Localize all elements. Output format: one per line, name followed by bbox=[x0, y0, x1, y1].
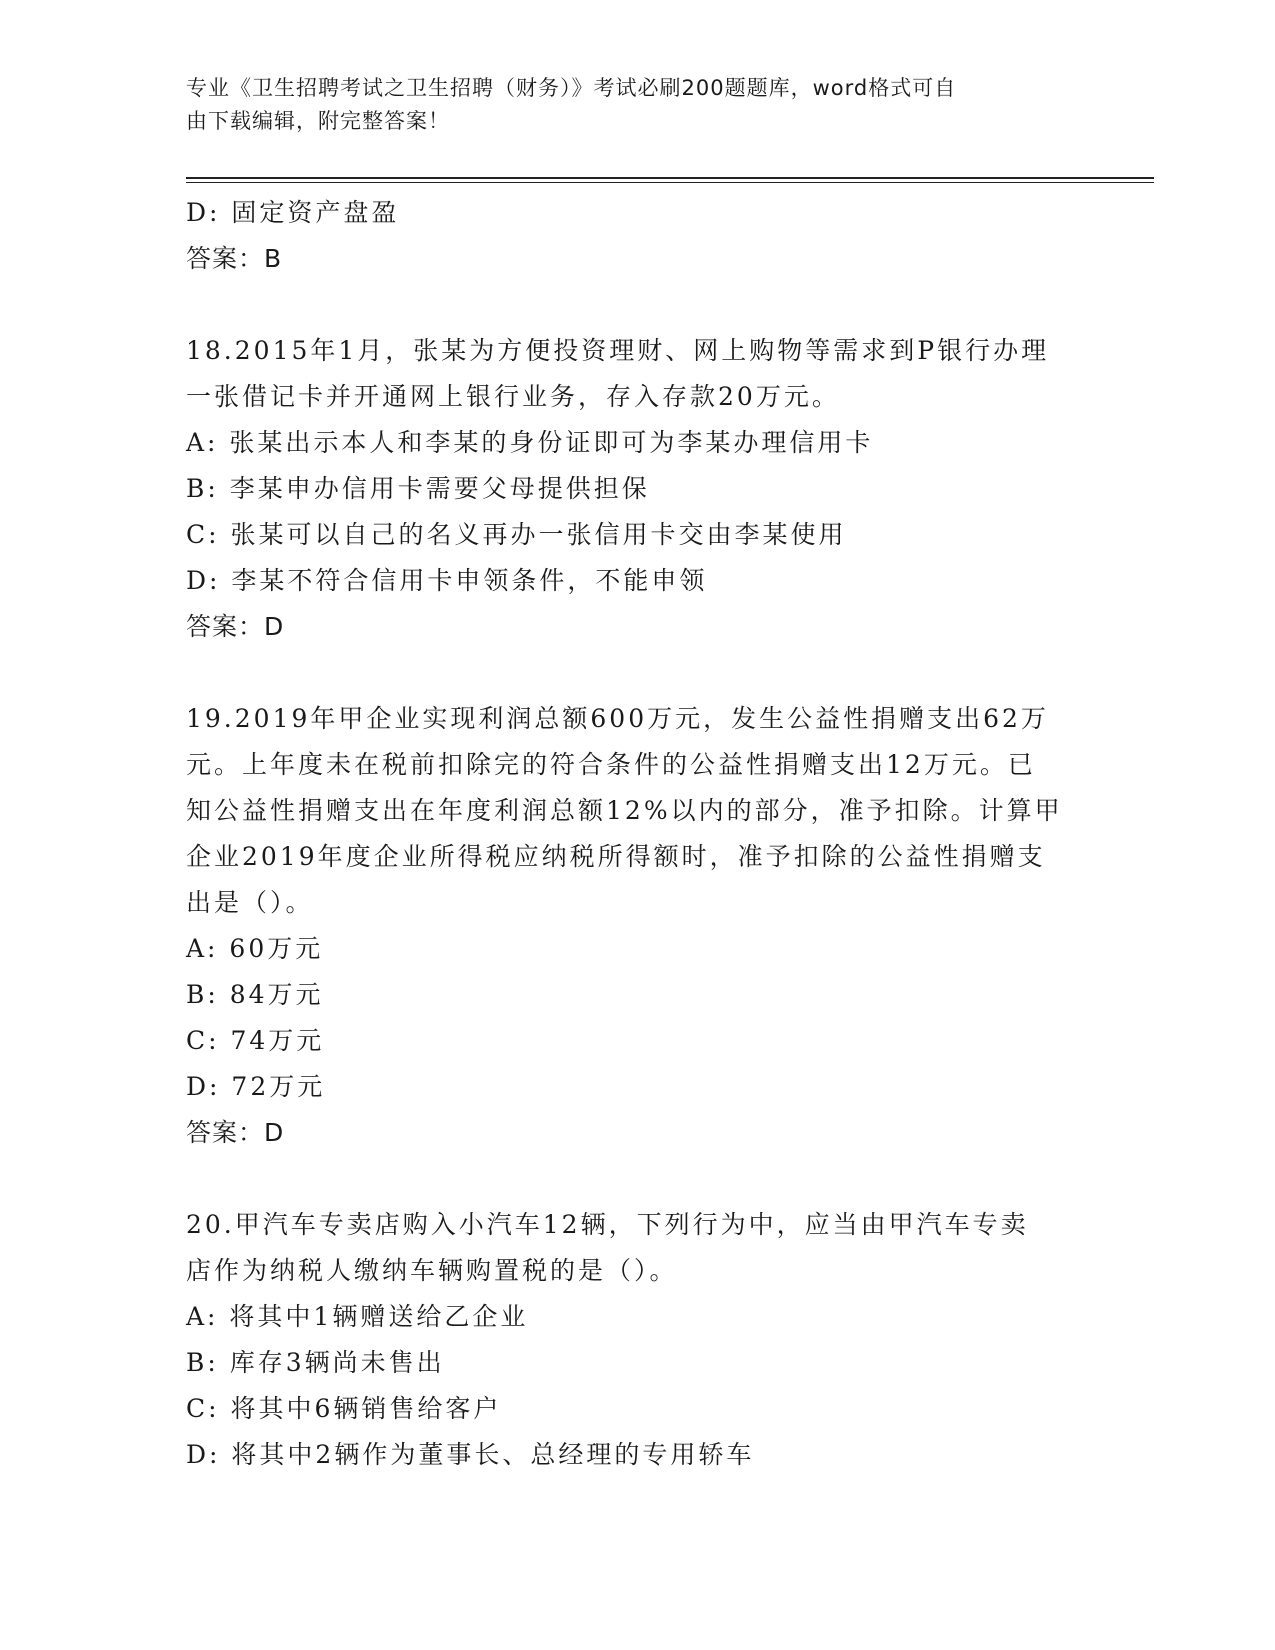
question-18 bbox=[186, 328, 1086, 650]
header-line-2: 由下载编辑，附完整答案！ bbox=[186, 109, 450, 133]
option-b: B: 库存3辆尚未售出 bbox=[186, 1348, 445, 1377]
answer: 答案：D bbox=[186, 1118, 285, 1147]
option-a: A: 张某出示本人和李某的身份证即可为李某办理信用卡 bbox=[186, 428, 874, 457]
option-d: D: 将其中2辆作为董事长、总经理的专用轿车 bbox=[186, 1440, 755, 1469]
option-b: B: 李某申办信用卡需要父母提供担保 bbox=[186, 474, 650, 503]
header-divider-thick bbox=[186, 177, 1154, 179]
option-b: B: 84万元 bbox=[186, 980, 324, 1009]
question-content bbox=[186, 190, 1086, 1478]
question-stem-line: 18.2015年1月，张某为方便投资理财、网上购物等需求到P银行办理 bbox=[186, 336, 1050, 365]
question-stem-line: 知公益性捐赠支出在年度利润总额12%以内的部分，准予扣除。计算甲 bbox=[186, 796, 1063, 825]
question-stem-line: 20.甲汽车专卖店购入小汽车12辆，下列行为中，应当由甲汽车专卖 bbox=[186, 1210, 1029, 1239]
prev-answer: 答案：B bbox=[186, 244, 283, 273]
prev-option-d: D: 固定资产盘盈 bbox=[186, 198, 400, 227]
spacer bbox=[186, 282, 1086, 328]
question-stem-line: 企业2019年度企业所得税应纳税所得额时，准予扣除的公益性捐赠支 bbox=[186, 842, 1046, 871]
question-stem-line: 一张借记卡并开通网上银行业务，存入存款20万元。 bbox=[186, 382, 840, 411]
option-c: C: 74万元 bbox=[186, 1026, 325, 1055]
spacer bbox=[186, 650, 1086, 696]
spacer bbox=[186, 1156, 1086, 1202]
question-20 bbox=[186, 1202, 1086, 1478]
option-a: A: 将其中1辆赠送给乙企业 bbox=[186, 1302, 529, 1331]
option-c: C: 张某可以自己的名义再办一张信用卡交由李某使用 bbox=[186, 520, 847, 549]
header-divider-thin bbox=[186, 182, 1154, 183]
option-c: C: 将其中6辆销售给客户 bbox=[186, 1394, 502, 1423]
option-a: A: 60万元 bbox=[186, 934, 324, 963]
question-stem-line: 元。上年度未在税前扣除完的符合条件的公益性捐赠支出12万元。已 bbox=[186, 750, 1036, 779]
question-stem-line: 19.2019年甲企业实现利润总额600万元，发生公益性捐赠支出62万 bbox=[186, 704, 1049, 733]
answer: 答案：D bbox=[186, 612, 285, 641]
option-d: D: 72万元 bbox=[186, 1072, 326, 1101]
option-d: D: 李某不符合信用卡申领条件，不能申领 bbox=[186, 566, 708, 595]
question-19 bbox=[186, 696, 1086, 1156]
question-stem-line: 出是（）。 bbox=[186, 888, 314, 917]
question-stem-line: 店作为纳税人缴纳车辆购置税的是（）。 bbox=[186, 1256, 678, 1285]
header-line-1: 专业《卫生招聘考试之卫生招聘（财务）》考试必刷200题题库，word格式可自 bbox=[186, 76, 957, 100]
document-header bbox=[186, 72, 1066, 138]
